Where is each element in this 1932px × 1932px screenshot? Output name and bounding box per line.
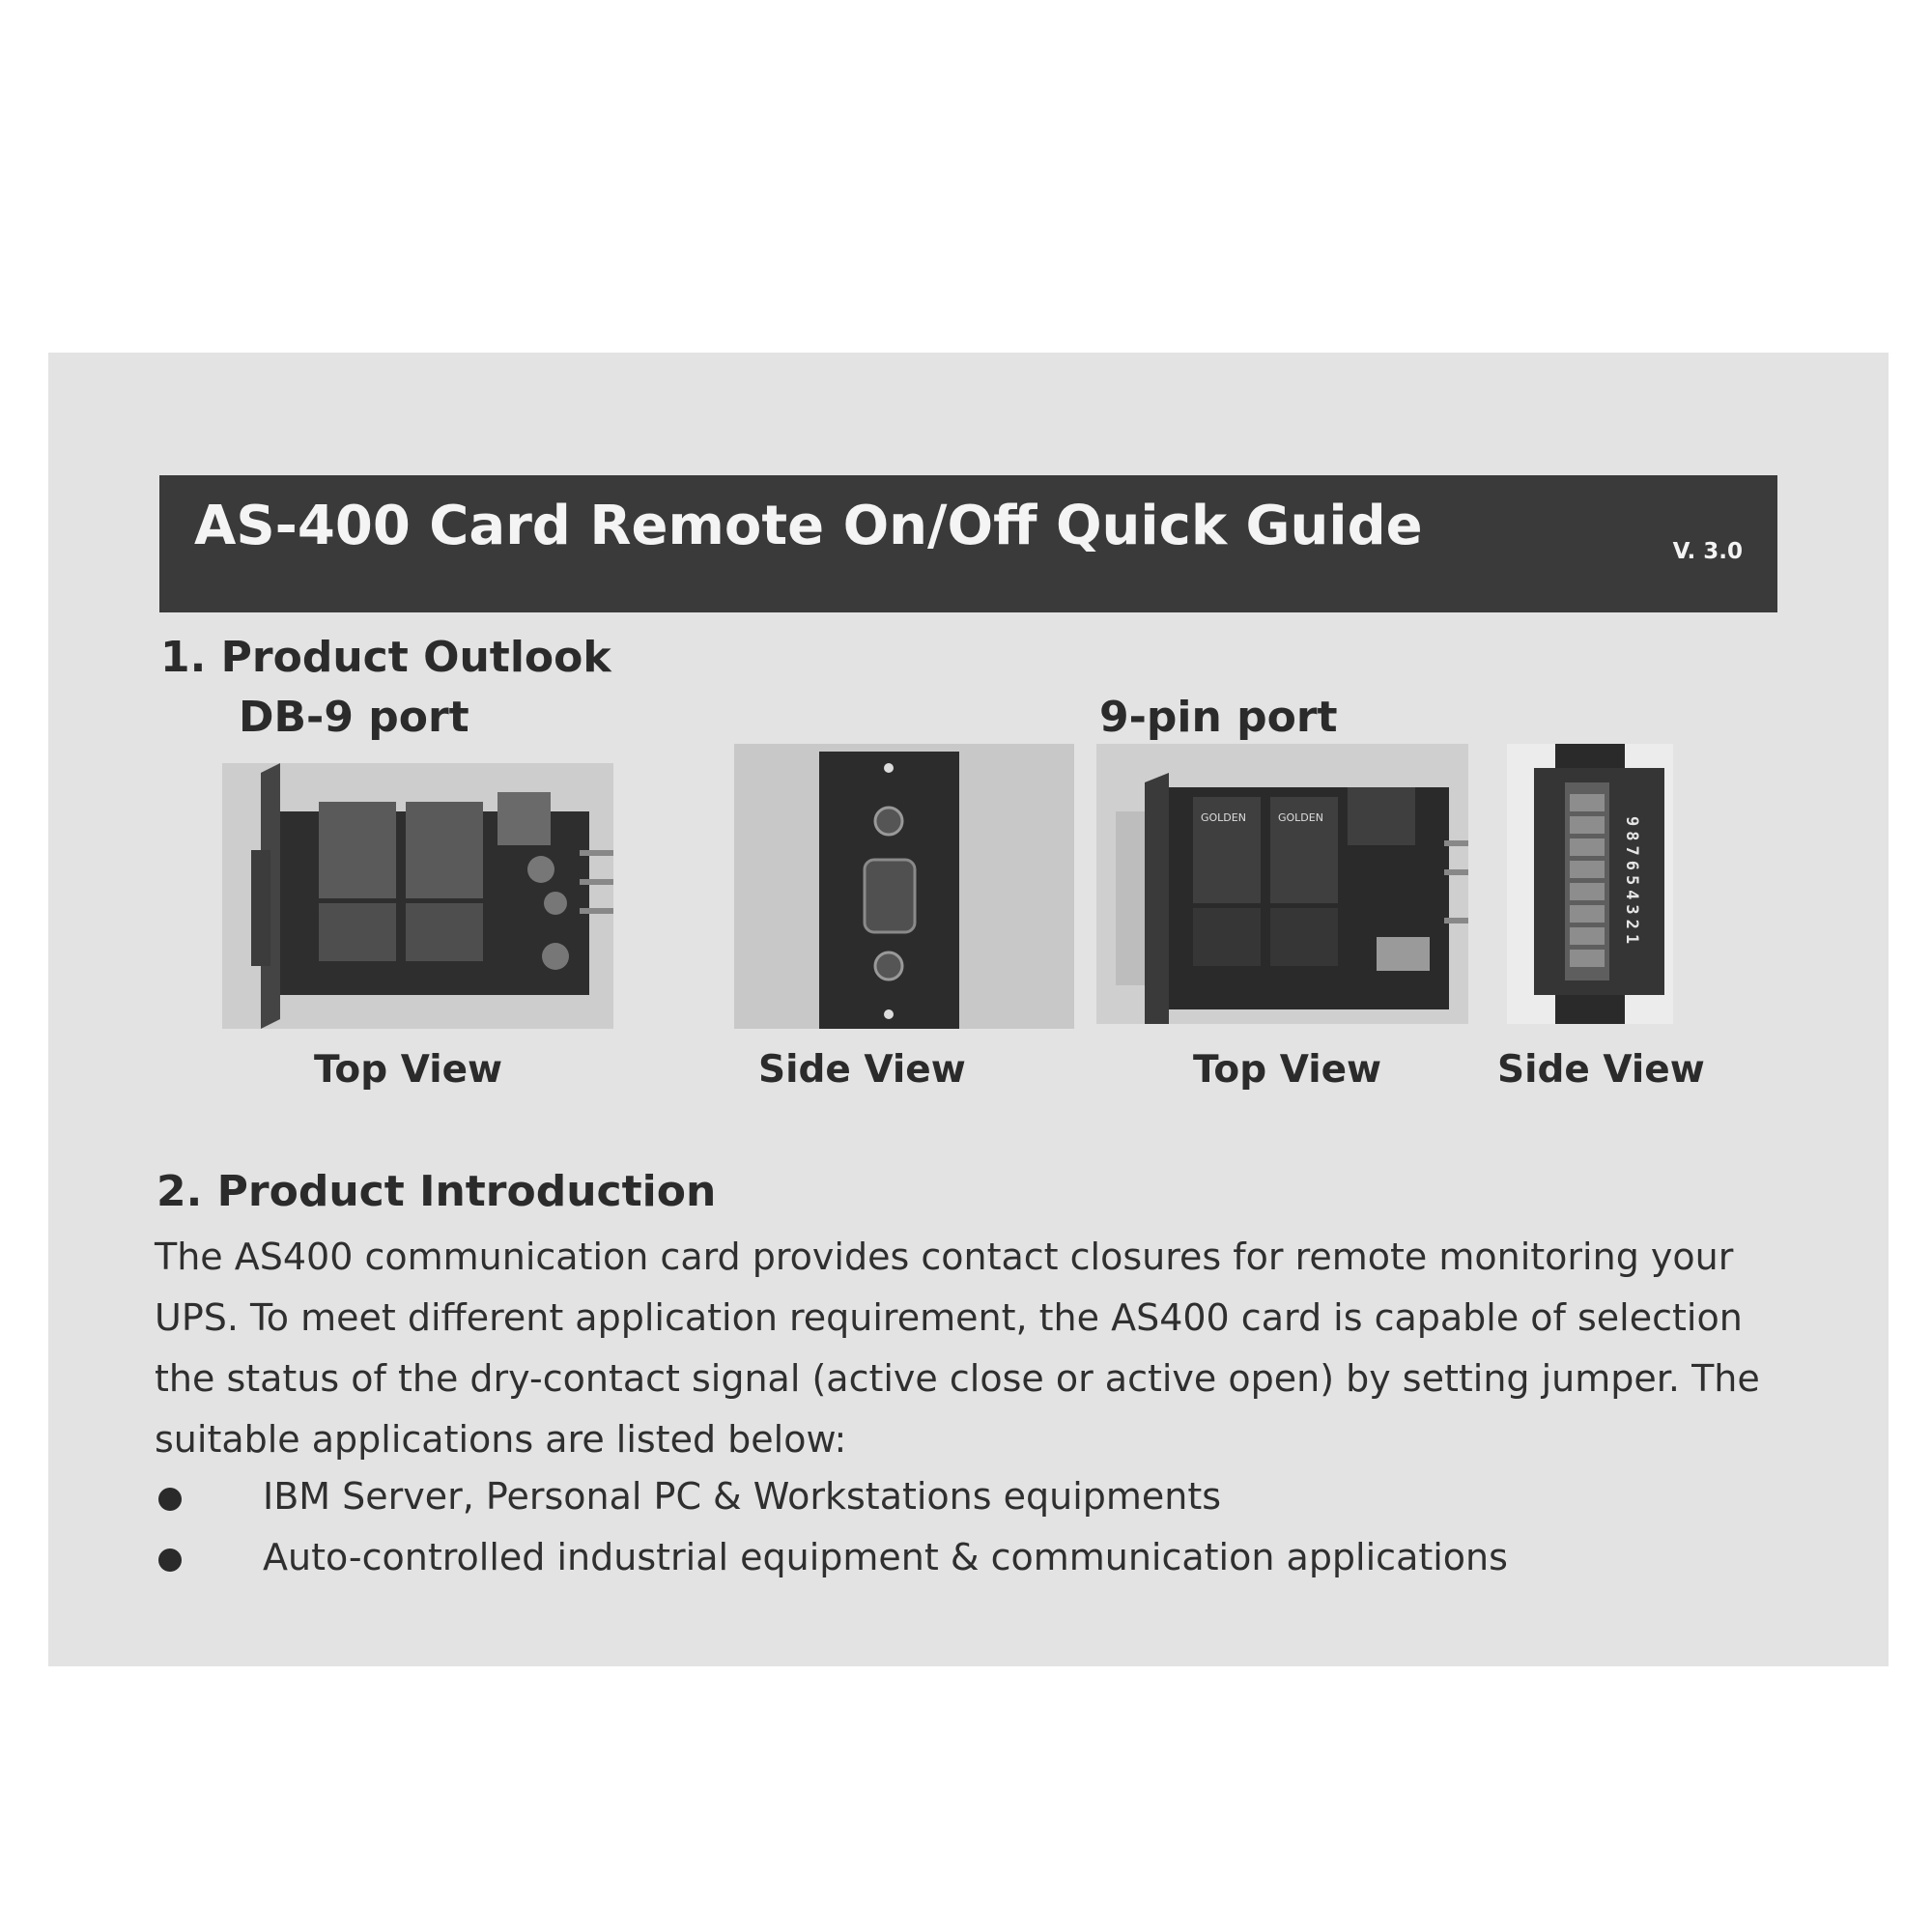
db9-port-label: DB-9 port — [239, 693, 469, 742]
bullet-dot-icon — [158, 1488, 182, 1511]
db9-top-view-photo — [222, 763, 613, 1029]
section2-heading: 2. Product Introduction — [156, 1167, 717, 1216]
cut-off-heading-fragment — [164, 1664, 415, 1670]
relay-label-1: GOLDEN — [1201, 811, 1246, 824]
terminal-pin-numbers: 987654321 — [1622, 816, 1641, 950]
bullet-dot-icon — [158, 1548, 182, 1572]
bullet-item-2 — [155, 1536, 1508, 1578]
ninepin-port-label: 9-pin port — [1099, 693, 1338, 742]
bullet-item-1 — [155, 1475, 1221, 1518]
caption-db9-side-view: Side View — [758, 1048, 966, 1092]
bullet-item-1-text: IBM Server, Personal PC & Workstations equipments — [263, 1475, 1222, 1518]
relay-label-2: GOLDEN — [1278, 811, 1323, 824]
db9-top-view-illustration — [222, 763, 613, 1029]
document-title: AS-400 Card Remote On/Off Quick Guide — [194, 495, 1423, 557]
ninepin-top-view-illustration — [1096, 744, 1468, 1024]
section1-heading: 1. Product Outlook — [160, 633, 611, 682]
caption-db9-top-view: Top View — [314, 1048, 503, 1092]
version-label: V. 3.0 — [1672, 539, 1743, 564]
ninepin-top-view-photo — [1096, 744, 1468, 1024]
caption-ninepin-side-view: Side View — [1497, 1048, 1705, 1092]
ninepin-side-view-photo — [1507, 744, 1673, 1024]
intro-paragraph: The AS400 communication card provides contact closures for remote monitoring your UPS. To meet different application requirement, the AS400 card is capable of selection the status of the dry-contact signal (active close or active open) by setting jumper. The suitable applications are listed below: — [155, 1236, 1760, 1461]
db9-side-view-illustration — [734, 744, 1074, 1029]
caption-ninepin-top-view: Top View — [1193, 1048, 1382, 1092]
ninepin-side-view-illustration — [1507, 744, 1673, 1024]
db9-side-view-photo — [734, 744, 1074, 1029]
title-banner — [159, 475, 1777, 612]
bullet-item-2-text: Auto-controlled industrial equipment & communication applications — [263, 1536, 1508, 1578]
document-sheet — [48, 353, 1889, 1666]
